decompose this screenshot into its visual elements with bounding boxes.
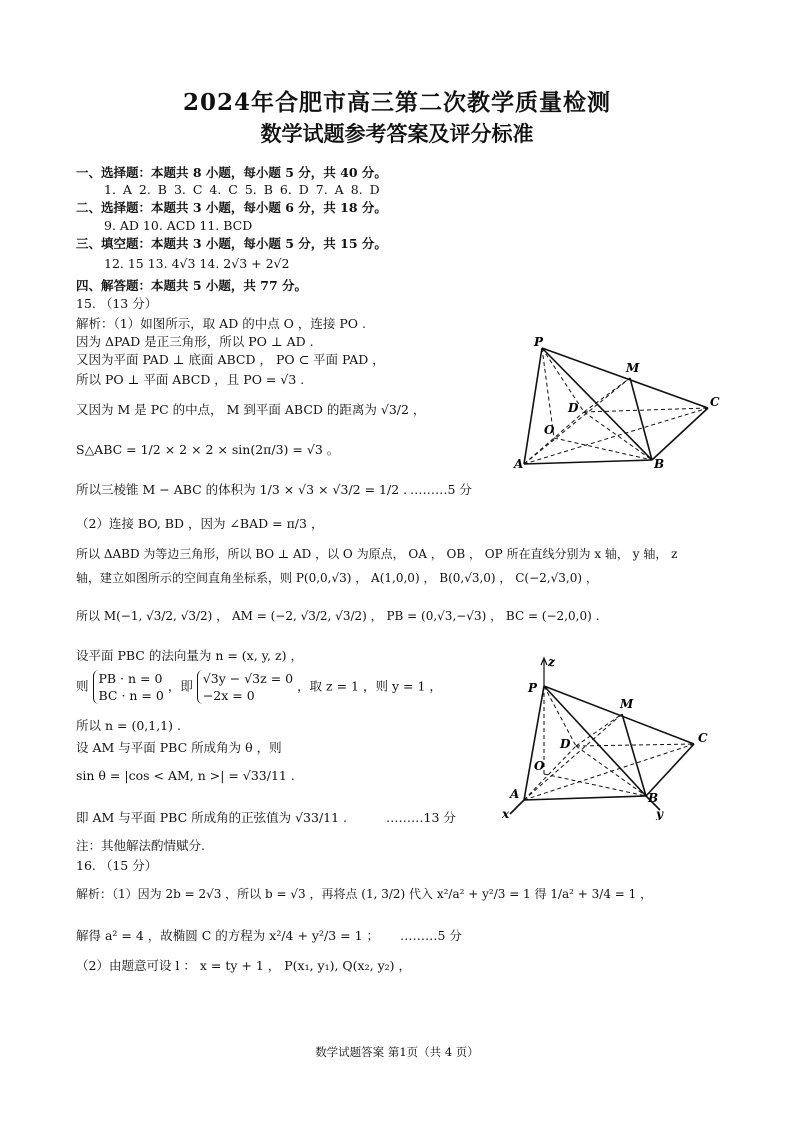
q15-line: 设 AM 与平面 PBC 所成角为 θ ，则 [76, 740, 282, 755]
q15-line: 又因为平面 PAD ⊥ 底面 ABCD ， PO ⊂ 平面 PAD ， [76, 352, 385, 367]
q15-line: S△ABC = 1/2 × 2 × 2 × sin(2π/3) = √3 。 [76, 442, 340, 457]
choice-answers: 1. A 2. B 3. C 4. C 5. B 6. D 7. A 8. D [104, 182, 380, 197]
q16-line: 解得 a² = 4 ，故椭圆 C 的方程为 x²/4 + y²/3 = 1 ； [76, 928, 379, 943]
point-label: P [528, 681, 538, 695]
q15-line: 所以 n = (0,1,1) . [76, 718, 181, 733]
point-label: B [648, 791, 659, 805]
point-label: A [514, 457, 524, 471]
section-fill-blank: 三、填空题：本题共 3 小题，每小题 5 分，共 15 分。 [76, 236, 387, 251]
q15-line: 所以三棱锥 M − ABC 的体积为 1/3 × √3 × √3/2 = 1/2 . [76, 482, 408, 497]
point-label: M [626, 361, 640, 375]
q15-head: 15. （13 分） [76, 296, 158, 311]
point-label: D [568, 401, 579, 415]
q15-line: 所以 ΔABD 为等边三角形，所以 BO ⊥ AD ，以 O 为原点， OA ， OB ， OP 所在直线分别为 x 轴， y 轴， z [76, 547, 678, 561]
q16-line: （2）由题意可设 l ： x = ty + 1 ， P(x₁, y₁), Q(x₂, y₂) ， [76, 958, 411, 973]
q15-line: （2）连接 BO, BD ，因为 ∠BAD = π/3 ， [76, 516, 324, 531]
q15-line: 设平面 PBC 的法向量为 n = (x, y, z) ， [76, 648, 303, 663]
axis-label: x [502, 807, 510, 820]
multi-choice-answers: 9. AD 10. ACD 11. BCD [104, 218, 253, 233]
point-label: M [620, 697, 634, 711]
point-label: D [560, 737, 571, 751]
q15-line: 轴，建立如图所示的空间直角坐标系，则 P(0,0,√3) ， A(1,0,0) ， B(0,√3,0) ， C(−2,√3,0) ， [76, 571, 598, 585]
point-label: B [654, 457, 665, 471]
section-solutions: 四、解答题：本题共 5 小题，共 77 分。 [76, 278, 308, 293]
score-note: ………13 分 [386, 810, 456, 825]
q16-head: 16. （15 分） [76, 858, 158, 873]
q15-line: 即 AM 与平面 PBC 所成角的正弦值为 √33/11 . [76, 810, 348, 825]
q15-line: 因为 ΔPAD 是正三角形，所以 PO ⊥ AD . [76, 334, 314, 349]
point-label: C [710, 395, 720, 409]
q16-line: 解析：（1）因为 2b = 2√3 ，所以 b = √3 ，再将点 (1, 3/2) 代入 x²/a² + y²/3 = 1 得 1/a² + 3/4 = 1 ， [76, 887, 653, 901]
score-note: ………5 分 [410, 482, 472, 497]
point-label: C [698, 731, 708, 745]
score-note: ………5 分 [400, 928, 462, 943]
q15-note: 注：其他解法酌情赋分. [76, 838, 205, 853]
pyramid-axes-figure [496, 652, 722, 820]
section-choice: 一、选择题：本题共 8 小题，每小题 5 分，共 40 分。 [76, 165, 387, 180]
q15-line: sin θ = |cos < AM, n >| = √33/11 . [76, 768, 295, 783]
q15-line: 解析：（1）如图所示，取 AD 的中点 O ，连接 PO . [76, 316, 366, 331]
point-label: P [534, 335, 544, 349]
page-subtitle: 数学试题参考答案及评分标准 [260, 121, 534, 146]
q15-line: 所以 M(−1, √3/2, √3/2) ， AM = (−2, √3/2, √3/2) ， PB = (0,√3,−√3) ， BC = (−2,0,0) . [76, 609, 600, 623]
q15-line: 又因为 M 是 PC 的中点， M 到平面 ABCD 的距离为 √3/2 ， [76, 402, 426, 417]
pyramid-figure [510, 334, 726, 474]
page-title: 2024年合肥市高三第二次教学质量检测 [182, 89, 611, 116]
system-brace: PB · n = 0 BC · n = 0 [93, 670, 164, 704]
q15-line: 所以 PO ⊥ 平面 ABCD ，且 PO = √3 . [76, 372, 305, 387]
point-label: A [510, 787, 520, 801]
axis-label: z [548, 655, 555, 669]
section-multi-choice: 二、选择题：本题共 3 小题，每小题 6 分，共 18 分。 [76, 200, 387, 215]
point-label: O [544, 423, 555, 437]
page-footer: 数学试题答案 第1页（共 4 页） [315, 1045, 479, 1059]
axis-label: y [656, 807, 663, 820]
fill-blank-answers: 12. 15 13. 4√3 14. 2√3 + 2√2 [104, 256, 290, 271]
point-label: O [534, 759, 545, 773]
system-brace: √3y − √3z = 0 −2x = 0 [197, 670, 293, 704]
q15-system: 则 PB · n = 0 BC · n = 0 ，即 √3y − √3z = 0 −2x = 0 ，取 z = 1 ，则 y = 1 ， [76, 671, 442, 703]
